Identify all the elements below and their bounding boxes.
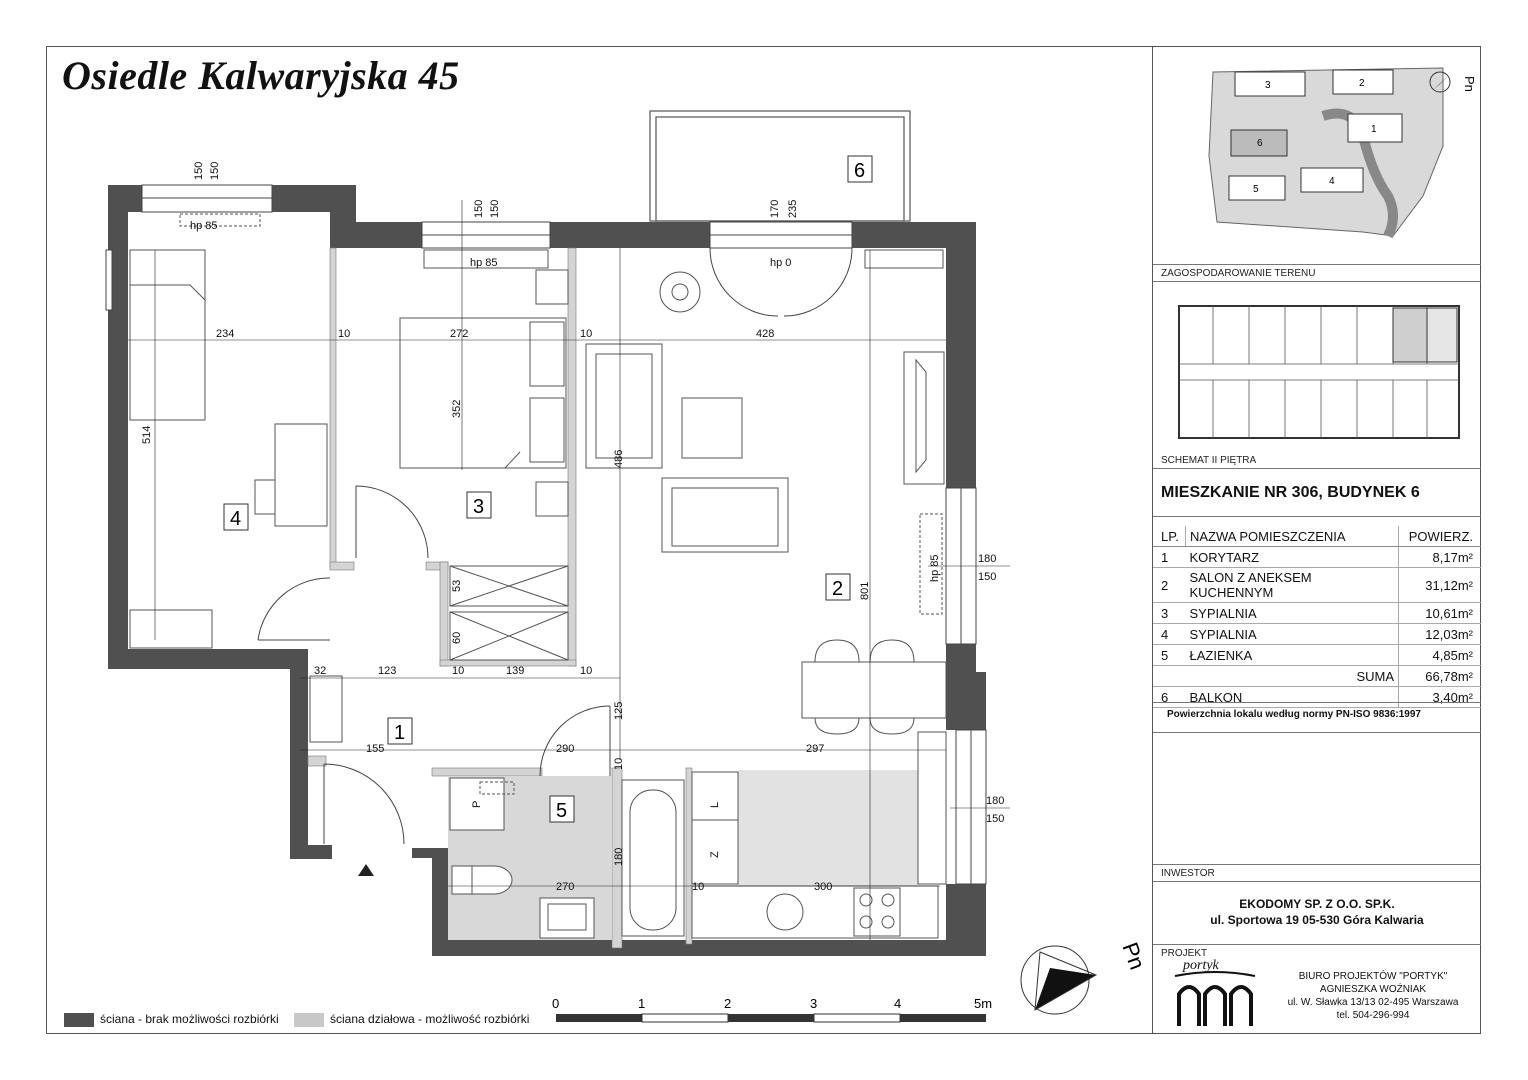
- sum-label: SUMA: [1186, 666, 1399, 687]
- row-lp: 4: [1153, 624, 1186, 645]
- row-name: SYPIALNIA: [1186, 624, 1399, 645]
- table-header: [1153, 526, 1481, 547]
- dim-win2b: 150: [489, 199, 501, 218]
- row-area: 12,03m²: [1399, 624, 1482, 645]
- row-area: 31,12m²: [1399, 568, 1482, 603]
- legend-bearing-label: ściana - brak możliwości rozbiórki: [100, 1012, 279, 1026]
- table-row: [1153, 603, 1481, 624]
- table-row: [1153, 645, 1481, 666]
- site-building-5: 5: [1253, 184, 1259, 195]
- appliance-p: P: [471, 800, 483, 808]
- project-label: PROJEKT: [1161, 948, 1208, 959]
- row-lp: 5: [1153, 645, 1186, 666]
- north-label: Pn: [1117, 939, 1151, 973]
- dim-10e: 10: [613, 757, 625, 770]
- row-name: BALKON: [1186, 687, 1399, 708]
- site-plan-map: [1153, 46, 1482, 266]
- investor-name: EKODOMY SP. Z O.O. SP.K.: [1239, 897, 1395, 911]
- hp-2: hp 85: [470, 257, 498, 269]
- header-lp: LP.: [1153, 526, 1186, 547]
- dim-352: 352: [451, 399, 463, 418]
- dim-53: 53: [451, 579, 463, 592]
- sum-area: 66,78m²: [1399, 666, 1482, 687]
- dim-r150a: 150: [978, 571, 997, 583]
- dim-win1b: 150: [209, 161, 221, 180]
- row-name: SALON Z ANEKSEM KUCHENNYM: [1186, 568, 1399, 603]
- dim-270: 270: [556, 881, 575, 893]
- row-name: ŁAZIENKA: [1186, 645, 1399, 666]
- dim-win1a: 150: [193, 161, 205, 180]
- table-row: [1153, 624, 1481, 645]
- north-arrow-icon: [1021, 939, 1150, 1014]
- dim-180v: 180: [613, 847, 625, 866]
- room-number-4: 4: [230, 508, 242, 530]
- scale-5: 5m: [974, 996, 993, 1011]
- legend-bearing-swatch: [64, 1013, 94, 1027]
- room-number-5: 5: [556, 800, 568, 822]
- design-office-block: [1273, 970, 1473, 1022]
- site-building-6: 6: [1257, 138, 1263, 149]
- area-norm-note: Powierzchnia lokalu według normy PN-ISO 9836:1997: [1167, 709, 1421, 720]
- title-block-panel: [1152, 46, 1481, 1034]
- divider: [1153, 516, 1481, 517]
- table-row: [1153, 547, 1481, 568]
- site-building-3: 3: [1265, 80, 1271, 91]
- row-lp: 6: [1153, 687, 1186, 708]
- dim-32: 32: [314, 665, 327, 677]
- dim-10d: 10: [580, 665, 593, 677]
- row-name: KORYTARZ: [1186, 547, 1399, 568]
- divider: [1153, 281, 1481, 282]
- row-area: 8,17m²: [1399, 547, 1482, 568]
- investor-block: [1153, 896, 1481, 928]
- dim-801: 801: [859, 581, 871, 600]
- dim-514: 514: [141, 425, 153, 444]
- investor-address: ul. Sportowa 19 05-530 Góra Kalwaria: [1210, 913, 1424, 927]
- legend-partition-swatch: [294, 1013, 324, 1027]
- floor-schematic: [1153, 286, 1482, 456]
- investor-label: INWESTOR: [1161, 868, 1215, 879]
- row-area: 10,61m²: [1399, 603, 1482, 624]
- kitchen-floor: [738, 770, 918, 886]
- dim-125: 125: [613, 701, 625, 720]
- room-number-6: 6: [854, 160, 866, 182]
- entrance-marker: [358, 864, 374, 876]
- row-area: 3,40m²: [1399, 687, 1482, 708]
- room-number-1: 1: [394, 722, 406, 744]
- apartment-title: MIESZKANIE NR 306, BUDYNEK 6: [1161, 484, 1420, 501]
- legend-partition: [294, 1012, 529, 1027]
- portyk-logo-icon: [1171, 968, 1261, 1028]
- office-name: BIURO PROJEKTÓW "PORTYK": [1298, 971, 1448, 982]
- hp-4: hp 85: [929, 554, 941, 582]
- scale-0: 0: [552, 996, 560, 1011]
- hp-3: hp 0: [770, 257, 792, 269]
- row-name: SYPIALNIA: [1186, 603, 1399, 624]
- office-address: ul. W. Sławka 13/13 02-495 Warszawa: [1287, 997, 1459, 1008]
- scale-1: 1: [638, 996, 646, 1011]
- appliance-l: L: [709, 801, 721, 808]
- scale-3: 3: [810, 996, 818, 1011]
- header-area: POWIERZ.: [1399, 526, 1482, 547]
- dim-486: 486: [613, 449, 625, 468]
- divider: [1153, 944, 1481, 945]
- row-area: 4,85m²: [1399, 645, 1482, 666]
- dim-300: 300: [814, 881, 833, 893]
- portyk-logo-word: portyk: [1183, 958, 1219, 973]
- row-lp: 1: [1153, 547, 1186, 568]
- scale-2: 2: [724, 996, 732, 1011]
- row-lp: 2: [1153, 568, 1186, 603]
- dim-155: 155: [366, 743, 385, 755]
- appliance-z: Z: [709, 851, 721, 858]
- floor-schematic-label: SCHEMAT II PIĘTRA: [1161, 455, 1257, 466]
- dim-10c: 10: [452, 665, 465, 677]
- divider: [1153, 864, 1481, 865]
- dim-r180b: 180: [986, 795, 1005, 807]
- dim-139: 139: [506, 665, 525, 677]
- site-building-2: 2: [1359, 78, 1365, 89]
- divider: [1153, 468, 1481, 469]
- divider: [1153, 881, 1481, 882]
- hp-1: hp 85: [190, 220, 218, 232]
- dim-290: 290: [556, 743, 575, 755]
- divider: [1153, 732, 1481, 733]
- room-number-3: 3: [473, 496, 485, 518]
- room-number-2: 2: [832, 578, 844, 600]
- divider: [1153, 264, 1481, 265]
- header-name: NAZWA POMIESZCZENIA: [1186, 526, 1399, 547]
- office-phone: tel. 504-296-994: [1336, 1010, 1410, 1021]
- scale-bar: [552, 996, 992, 1022]
- site-building-4: 4: [1329, 176, 1335, 187]
- site-north-label: Pn: [1462, 76, 1477, 92]
- dim-123: 123: [378, 665, 397, 677]
- dim-r150b: 150: [986, 813, 1005, 825]
- dim-10b: 10: [580, 328, 593, 340]
- office-person: AGNIESZKA WOŹNIAK: [1319, 984, 1427, 995]
- site-plan-label: ZAGOSPODAROWANIE TERENU: [1161, 268, 1316, 279]
- legend-partition-label: ściana działowa - możliwość rozbiórki: [330, 1012, 530, 1026]
- scale-4: 4: [894, 996, 902, 1011]
- dim-234: 234: [216, 328, 235, 340]
- table-row: [1153, 568, 1481, 603]
- sum-row: [1153, 666, 1481, 687]
- dim-win3a: 170: [769, 199, 781, 218]
- dim-428: 428: [756, 328, 775, 340]
- divider: [1153, 702, 1481, 703]
- page-title: Osiedle Kalwaryjska 45: [62, 53, 460, 98]
- dim-win2a: 150: [473, 199, 485, 218]
- dim-272: 272: [450, 328, 469, 340]
- dim-10a: 10: [338, 328, 351, 340]
- site-building-1: 1: [1371, 124, 1377, 135]
- row-lp: 3: [1153, 603, 1186, 624]
- dim-60: 60: [451, 631, 463, 644]
- dim-10f: 10: [692, 881, 705, 893]
- dim-r180a: 180: [978, 553, 997, 565]
- dim-win3b: 235: [787, 199, 799, 218]
- legend-bearing: [64, 1012, 279, 1027]
- dim-297: 297: [806, 743, 825, 755]
- balcony-row: [1153, 687, 1481, 708]
- room-table: [1153, 526, 1481, 708]
